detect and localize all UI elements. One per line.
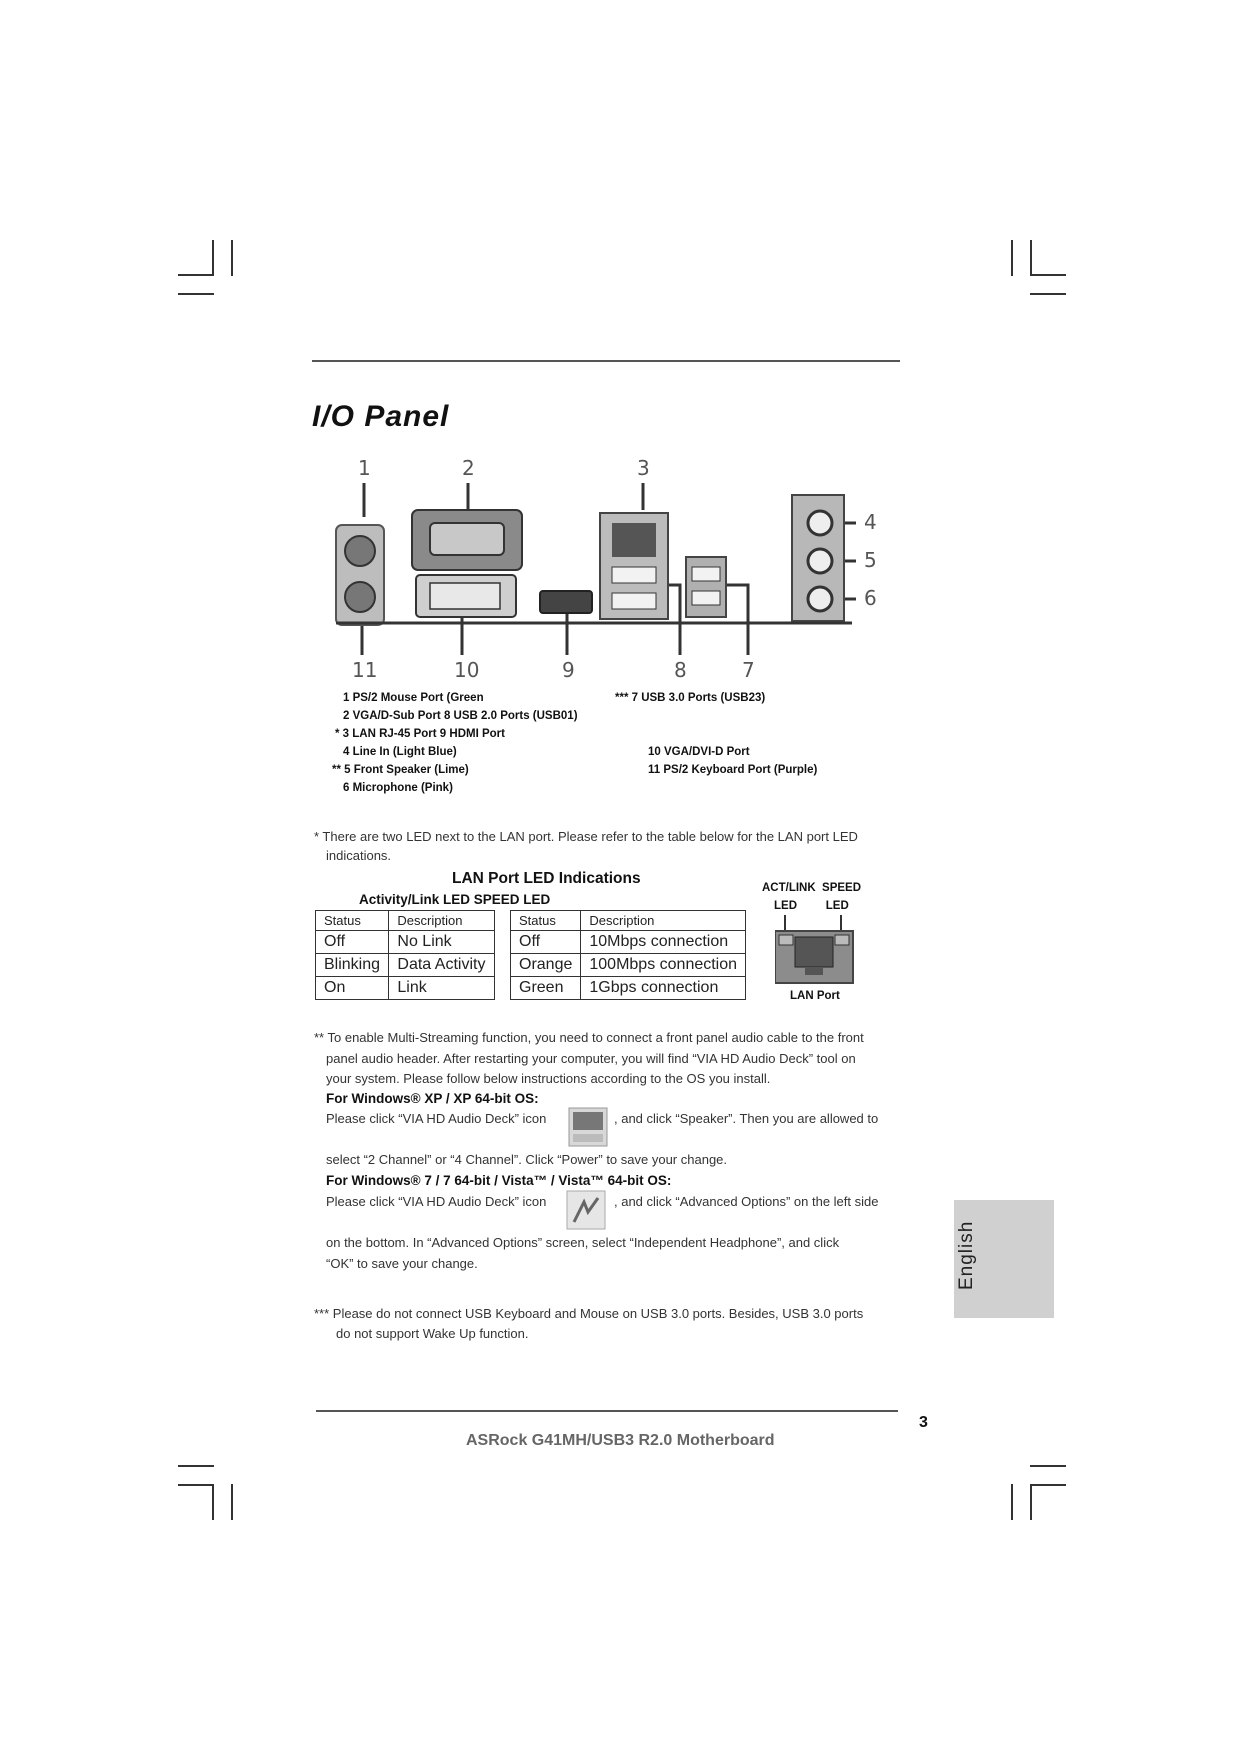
table-row [511, 954, 746, 977]
table-cell: Data Activity [389, 954, 495, 977]
legend-item-7: *** 7 USB 3.0 Ports (USB23) [615, 692, 766, 704]
vista-instruction: Please click “VIA HD Audio Deck” icon [326, 1194, 547, 1209]
callout-4: 4 [864, 510, 877, 534]
table-cell: Orange [511, 954, 581, 977]
callout-7: 7 [742, 658, 755, 682]
callout-6: 6 [864, 586, 877, 610]
legend-item-1: 1 PS/2 Mouse Port (Green [343, 692, 484, 704]
usb-note-line: do not support Wake Up function. [336, 1326, 529, 1341]
lan-port-icon [775, 915, 855, 985]
lan-port-caption: LAN Port [790, 990, 840, 1002]
table-header-row [511, 911, 746, 931]
table-cell: On [316, 977, 389, 1000]
activity-led-table [315, 910, 495, 1000]
header-rule [312, 360, 900, 362]
table-cell: Link [389, 977, 495, 1000]
footer-product-name: ASRock G41MH/USB3 R2.0 Motherboard [466, 1432, 775, 1449]
language-side-label: English [956, 1220, 977, 1290]
io-panel-diagram [322, 455, 882, 685]
table-header-cell: Status [511, 911, 581, 931]
callout-1: 1 [358, 456, 371, 480]
led-note-line: indications. [326, 848, 392, 863]
xp-instruction: select “2 Channel” or “4 Channel”. Click “Power” to save your change. [326, 1152, 728, 1167]
via-audio-deck-icon [568, 1107, 608, 1147]
callout-9: 9 [562, 658, 575, 682]
table-row [316, 954, 495, 977]
legend-item-2: 2 VGA/D-Sub Port 8 USB 2.0 Ports (USB01) [343, 710, 578, 722]
table-cell: Off [511, 931, 581, 954]
table-row [316, 931, 495, 954]
speed-led-table [510, 910, 746, 1000]
xp-heading: For Windows® XP / XP 64-bit OS: [326, 1091, 539, 1106]
xp-instruction: , and click “Speaker”. Then you are allowed to [614, 1111, 879, 1126]
callout-11: 11 [352, 658, 378, 682]
page-number: 3 [919, 1414, 928, 1431]
legend-item-6: 6 Microphone (Pink) [343, 782, 453, 794]
table-row [316, 977, 495, 1000]
callout-10: 10 [454, 658, 480, 682]
legend-item-3: * 3 LAN RJ-45 Port 9 HDMI Port [335, 728, 505, 740]
led-note-line: * There are two LED next to the LAN port. Please refer to the table below for the LAN port LED [314, 829, 858, 844]
audio-note-line: panel audio header. After restarting your computer, you will find “VIA HD Audio Deck” tool on [326, 1051, 856, 1066]
table-header-cell: Description [581, 911, 746, 931]
led-table-title: LAN Port LED Indications [452, 870, 641, 887]
xp-instruction: Please click “VIA HD Audio Deck” icon [326, 1111, 547, 1126]
legend-item-4: 4 Line In (Light Blue) [343, 746, 457, 758]
callout-3: 3 [637, 456, 650, 480]
lan-led-label: ACT/LINK SPEED [762, 882, 862, 894]
vista-instruction: on the bottom. In “Advanced Options” screen, select “Independent Headphone”, and click [326, 1235, 840, 1250]
table-cell: No Link [389, 931, 495, 954]
table-row [511, 931, 746, 954]
audio-note-line: your system. Please follow below instructions according to the OS you install. [326, 1071, 771, 1086]
legend-item-10: 10 VGA/DVI-D Port [648, 746, 750, 758]
vista-heading: For Windows® 7 / 7 64-bit / Vista™ / Vista™ 64-bit OS: [326, 1173, 672, 1188]
table-cell: Blinking [316, 954, 389, 977]
table-header-cell: Description [389, 911, 495, 931]
table-cell: 10Mbps connection [581, 931, 746, 954]
footer-rule [316, 1410, 898, 1412]
table-cell: 1Gbps connection [581, 977, 746, 1000]
callout-5: 5 [864, 548, 877, 572]
vista-instruction: “OK” to save your change. [326, 1256, 478, 1271]
legend-item-5: ** 5 Front Speaker (Lime) [332, 764, 469, 776]
vista-instruction: , and click “Advanced Options” on the left side [614, 1194, 879, 1209]
audio-note-line: ** To enable Multi-Streaming function, you need to connect a front panel audio cable to the front [314, 1030, 864, 1045]
lan-led-label: LED LED [774, 900, 849, 912]
callout-8: 8 [674, 658, 687, 682]
page-title: I/O Panel [312, 400, 450, 433]
legend-item-11: 11 PS/2 Keyboard Port (Purple) [648, 764, 818, 776]
table-header-row [316, 911, 495, 931]
via-audio-deck-vista-icon [566, 1190, 606, 1230]
table-cell: 100Mbps connection [581, 954, 746, 977]
led-table-subtitle: Activity/Link LED SPEED LED [359, 892, 551, 907]
table-header-cell: Status [316, 911, 389, 931]
table-cell: Green [511, 977, 581, 1000]
table-cell: Off [316, 931, 389, 954]
usb-note-line: *** Please do not connect USB Keyboard and Mouse on USB 3.0 ports. Besides, USB 3.0 ports [314, 1306, 864, 1321]
table-row [511, 977, 746, 1000]
callout-2: 2 [462, 456, 475, 480]
